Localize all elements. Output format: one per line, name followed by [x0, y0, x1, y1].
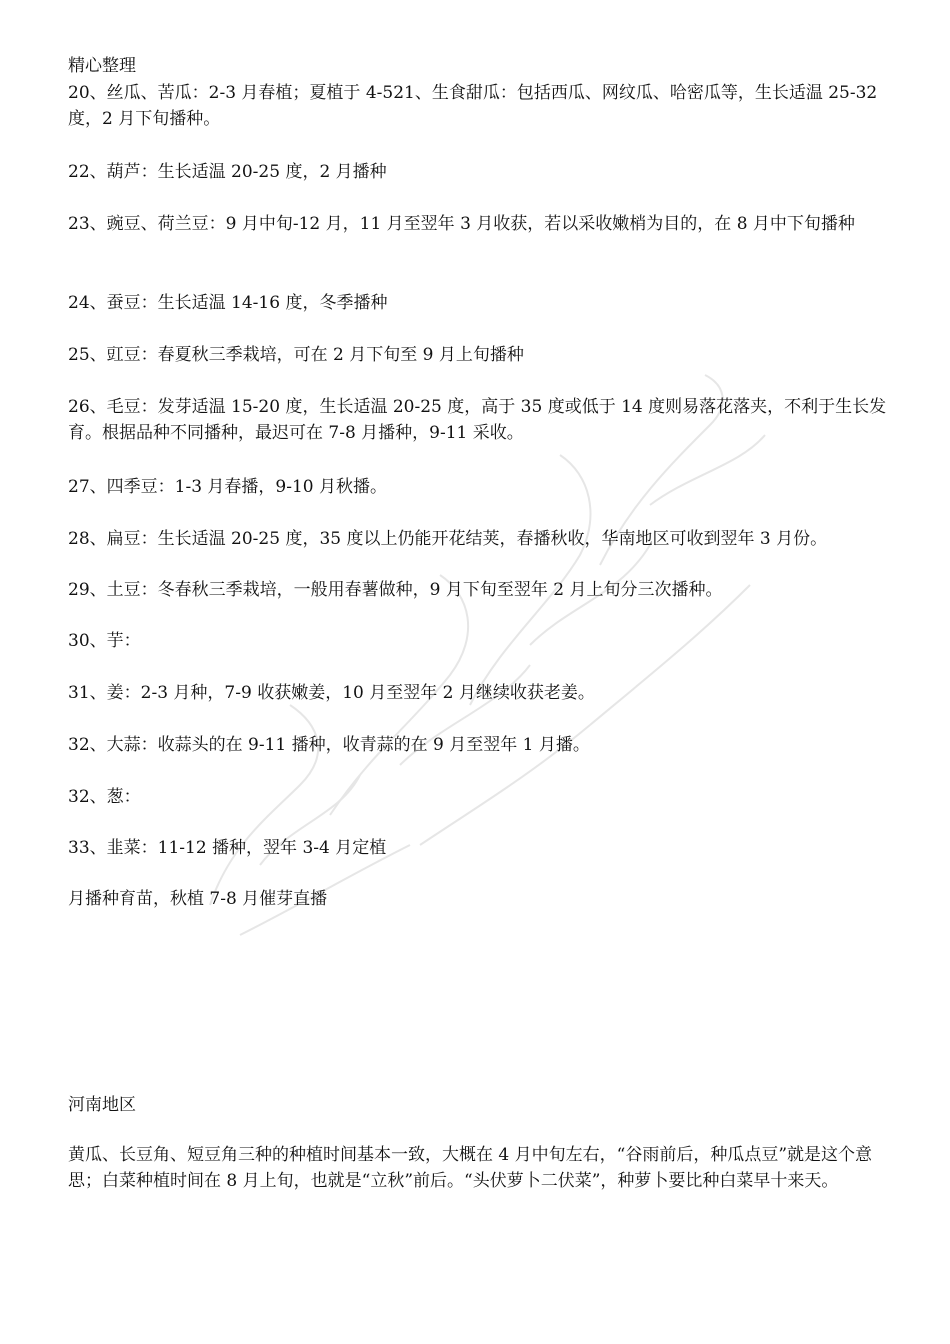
page-header: 精心整理	[68, 56, 136, 76]
paragraph-25: 25、豇豆：春夏秋三季栽培，可在 2 月下旬至 9 月上旬播种	[68, 345, 524, 365]
section-title: 河南地区	[68, 1095, 136, 1115]
paragraph-33: 33、韭菜：11-12 播种，翌年 3-4 月定植	[68, 838, 387, 858]
paragraph-continuation: 月播种育苗，秋植 7-8 月催芽直播	[68, 889, 328, 909]
paragraph-29: 29、土豆：冬春秋三季栽培，一般用春薯做种，9 月下旬至翌年 2 月上旬分三次播种。	[68, 580, 723, 600]
paragraph-30: 30、芋：	[68, 631, 141, 651]
paragraph-27: 27、四季豆：1-3 月春播，9-10 月秋播。	[68, 477, 388, 497]
paragraph-32-garlic: 32、大蒜：收蒜头的在 9-11 播种，收青蒜的在 9 月至翌年 1 月播。	[68, 735, 590, 755]
paragraph-24: 24、蚕豆：生长适温 14-16 度，冬季播种	[68, 293, 388, 313]
section-body: 黄瓜、长豆角、短豆角三种的种植时间基本一致，大概在 4 月中旬左右，“谷雨前后，种瓜点豆”就是这个意思；白菜种植时间在 8 月上旬，也就是“立秋”前后。“头伏萝卜二伏菜”，种萝卜要比种白菜早十来天。	[68, 1145, 873, 1191]
paragraph-23: 23、豌豆、荷兰豆：9 月中旬-12 月，11 月至翌年 3 月收获，若以采收嫩梢为目的，在 8 月中下旬播种	[68, 214, 855, 234]
paragraph-20: 20、丝瓜、苦瓜：2-3 月春植；夏植于 4-521、生食甜瓜：包括西瓜、网纹瓜、哈密瓜等，生长适温 25-32 度，2 月下旬播种。	[68, 83, 878, 129]
paragraph-22: 22、葫芦：生长适温 20-25 度，2 月播种	[68, 162, 387, 182]
paragraph-32-scallion: 32、葱：	[68, 787, 141, 807]
paragraph-31: 31、姜：2-3 月种，7-9 收获嫩姜，10 月至翌年 2 月继续收获老姜。	[68, 683, 595, 703]
paragraph-26: 26、毛豆：发芽适温 15-20 度，生长适温 20-25 度，高于 35 度或低于 14 度则易落花落夹，不利于生长发育。根据品种不同播种，最迟可在 7-8 月播种，9-11 采收。	[68, 397, 887, 443]
paragraph-28: 28、扁豆：生长适温 20-25 度，35 度以上仍能开花结荚，春播秋收，华南地区可收到翌年 3 月份。	[68, 529, 828, 549]
